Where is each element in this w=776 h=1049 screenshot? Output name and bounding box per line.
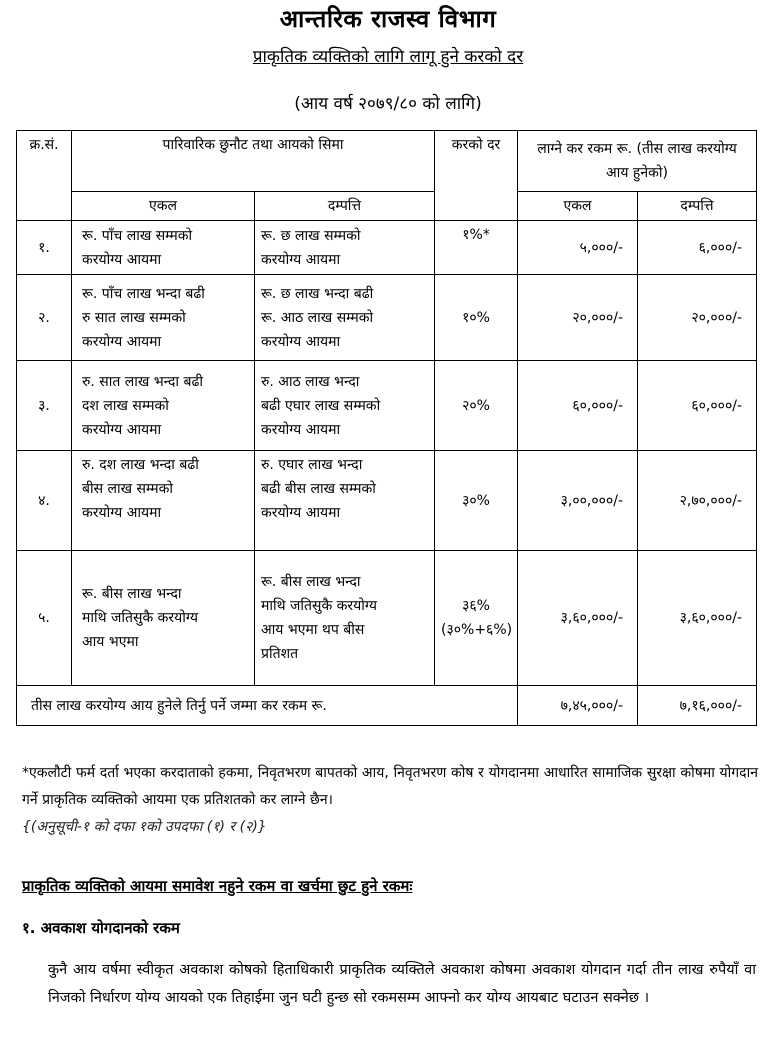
- row-sn: २.: [17, 275, 72, 361]
- line: करयोग्य आयमा: [261, 333, 341, 350]
- row-couple-limit: [255, 221, 435, 275]
- item-title: १. अवकाश योगदानको रकम: [22, 919, 180, 937]
- line: करयोग्य आयमा: [82, 421, 162, 438]
- row-rate: २०%: [435, 361, 518, 451]
- table-row: [17, 361, 757, 451]
- row-single-limit: [72, 551, 255, 686]
- line: रू. छ लाख सम्मको: [261, 227, 361, 244]
- total-couple: ७,१६,०००/-: [638, 686, 757, 726]
- table-row: [17, 451, 757, 551]
- table-total-row: [17, 686, 757, 726]
- table-subheader-row: [17, 192, 757, 221]
- footnote-text: *एकलौटी फर्म दर्ता भएका करदाताको हकमा, निवृतभरण बापतको आय, निवृतभरण कोष र योगदानमा आधारित सामाजिक सुरक्षा कोषमा योगदान गर्ने प्राकृतिक व्यक्तिको आयमा एक प्रतिशतको कर लाग्ने छैन।: [22, 765, 758, 808]
- row-couple-limit: [255, 275, 435, 361]
- row-rate: १०%: [435, 275, 518, 361]
- page-subtitle: प्राकृतिक व्यक्तिको लागि लागू हुने करको दर: [252, 47, 524, 67]
- row-couple-limit: [255, 451, 435, 551]
- line: रू. पाँच लाख सम्मको: [82, 227, 193, 244]
- row-tax-couple: २०,०००/-: [638, 275, 757, 361]
- table-row: [17, 275, 757, 361]
- row-tax-couple: ६०,०००/-: [638, 361, 757, 451]
- row-rate: [435, 551, 518, 686]
- line: बीस लाख सम्मको: [82, 481, 173, 497]
- row-sn: ३.: [17, 361, 72, 451]
- subheader-couple: दम्पत्ति: [255, 192, 435, 221]
- line: करयोग्य आयमा: [82, 251, 162, 268]
- subheader-single-tax: एकल: [518, 192, 638, 221]
- row-single-limit: [72, 361, 255, 451]
- line: माथि जतिसुकै करयोग्य: [261, 598, 377, 614]
- line: माथि जतिसुकै करयोग्य: [82, 610, 198, 626]
- row-tax-couple: ३,६०,०००/-: [638, 551, 757, 686]
- line: प्रतिशत: [261, 646, 299, 662]
- line: रू. छ लाख भन्दा बढी: [261, 285, 374, 302]
- line: रु. सात लाख भन्दा बढी: [82, 373, 203, 390]
- table-header-row: [17, 131, 757, 192]
- row-single-limit: [72, 275, 255, 361]
- row-tax-single: ३,००,०००/-: [518, 451, 638, 551]
- line: करयोग्य आयमा: [261, 505, 341, 521]
- row-couple-limit: [255, 361, 435, 451]
- item-paragraph: कुनै आय वर्षमा स्वीकृत अवकाश कोषको हिताधिकारी प्राकृतिक व्यक्तिले अवकाश कोषमा अवकाश योगदान गर्दा तीन लाख रुपैयाँ वा निजको निर्धारण योग्य आयको एक तिहाईमा जुन घटी हुन्छ सो रकमसम्म आफ्नो कर योग्य आयबाट घटाउन सक्नेछ ।: [48, 962, 756, 1006]
- row-sn: १.: [17, 221, 72, 275]
- total-label: तीस लाख करयोग्य आय हुनेले तिर्नु पर्ने जम्मा कर रकम रू.: [17, 686, 518, 726]
- table-row: [17, 221, 757, 275]
- row-couple-limit: [255, 551, 435, 686]
- line: करयोग्य आयमा: [82, 505, 162, 521]
- row-single-limit: [72, 221, 255, 275]
- line: रु. एघार लाख भन्दा: [261, 457, 363, 473]
- row-tax-single: ६०,०००/-: [518, 361, 638, 451]
- line: बढी बीस लाख सम्मको: [261, 481, 376, 497]
- rate-breakdown: (३०%+६%): [441, 622, 513, 638]
- footnote-reference: {(अनुसूची-१ को दफा १को उपदफा (१) र (२)}: [22, 819, 267, 835]
- subheader-couple-tax: दम्पत्ति: [638, 192, 757, 221]
- row-tax-couple: ६,०००/-: [638, 221, 757, 275]
- line: करयोग्य आयमा: [261, 421, 341, 438]
- line: आय भएमा थप बीस: [261, 622, 365, 638]
- rate-value: ३६%: [462, 598, 490, 614]
- line: बढी एघार लाख सम्मको: [261, 397, 381, 414]
- subheader-single: एकल: [72, 192, 255, 221]
- line: रू. पाँच लाख भन्दा बढी: [82, 285, 205, 302]
- row-tax-couple: २,७०,०००/-: [638, 451, 757, 551]
- row-sn: ४.: [17, 451, 72, 551]
- row-rate: ३०%: [435, 451, 518, 551]
- section-heading: प्राकृतिक व्यक्तिको आयमा समावेश नहुने रकम वा खर्चमा छुट हुने रकमः: [22, 877, 413, 895]
- page-title: आन्तरिक राजस्व विभाग: [279, 5, 497, 33]
- total-single: ७,४५,०००/-: [518, 686, 638, 726]
- line: दश लाख सम्मको: [82, 397, 169, 414]
- line: करयोग्य आयमा: [82, 333, 162, 350]
- header-tax-rate: करको दर: [435, 131, 518, 221]
- header-payable: लाग्ने कर रकम रू. (तीस लाख करयोग्य आय हुनेको): [518, 131, 757, 192]
- table-row: [17, 551, 757, 686]
- row-tax-single: ३,६०,०००/-: [518, 551, 638, 686]
- row-single-limit: [72, 451, 255, 551]
- row-tax-single: २०,०००/-: [518, 275, 638, 361]
- row-sn: ५.: [17, 551, 72, 686]
- header-family-limit: पारिवारिक छुनौट तथा आयको सिमा: [72, 131, 435, 192]
- line: आय भएमा: [82, 634, 139, 650]
- line: रू. बीस लाख भन्दा: [261, 574, 361, 590]
- row-rate: १%*: [435, 221, 518, 275]
- line: रु. दश लाख भन्दा बढी: [82, 457, 199, 473]
- line: रु. आठ लाख भन्दा: [261, 373, 360, 390]
- fiscal-year: (आय वर्ष २०७९/८० को लागि): [294, 94, 482, 114]
- header-sn: क्र.सं.: [17, 131, 72, 221]
- line: करयोग्य आयमा: [261, 251, 341, 268]
- line: रू. आठ लाख सम्मको: [261, 309, 374, 326]
- line: रु सात लाख सम्मको: [82, 309, 186, 326]
- row-tax-single: ५,०००/-: [518, 221, 638, 275]
- footnote: [22, 760, 758, 841]
- line: रू. बीस लाख भन्दा: [82, 586, 182, 602]
- tax-rate-table: [16, 130, 757, 726]
